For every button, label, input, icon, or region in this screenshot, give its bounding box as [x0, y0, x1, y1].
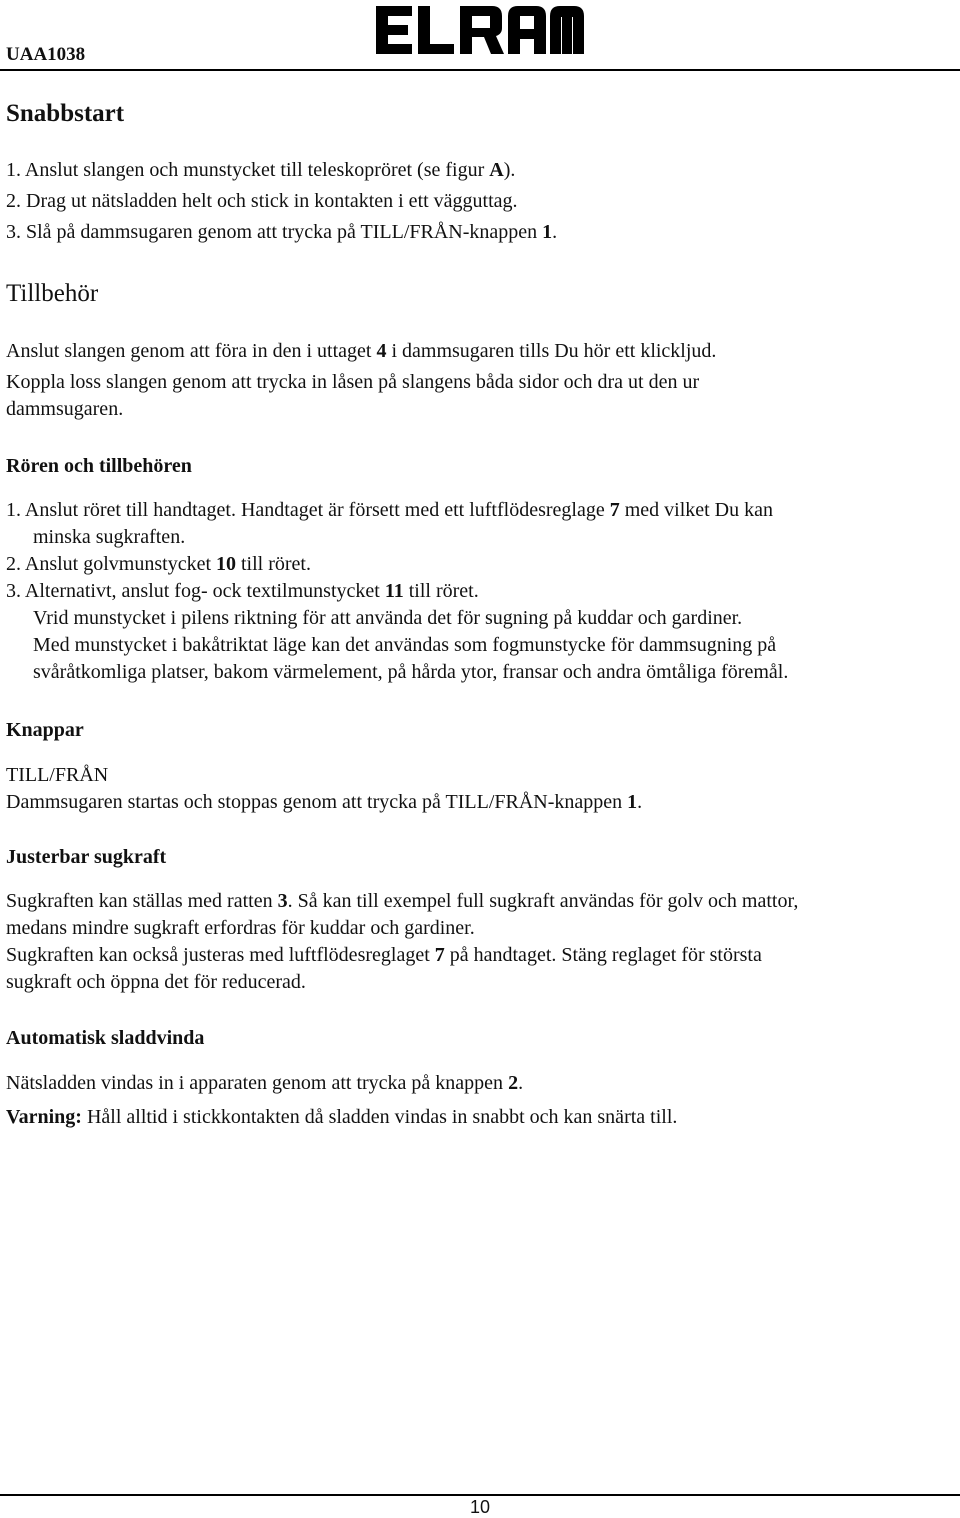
accessories-heading: Tillbehör: [6, 280, 99, 307]
suction-line: medans mindre sugkraft erfordras för kuddar och gardiner.: [6, 917, 475, 939]
cord-heading: Automatisk sladdvinda: [6, 1027, 205, 1049]
suction-line: Sugkraften kan också justeras med luftflödesreglaget 7 på handtaget. Stäng reglaget för största: [6, 944, 762, 966]
suction-line: sugkraft och öppna det för reducerad.: [6, 971, 306, 993]
buttons-body: [6, 762, 642, 816]
tubes-item-1: 1. Anslut röret till handtaget. Handtaget är försett med ett luftflödesreglage 7 med vilket Du kan: [6, 499, 774, 521]
tubes-body: [6, 497, 788, 686]
buttons-text: Dammsugaren startas och stoppas genom att trycka på TILL/FRÅN-knappen 1.: [6, 791, 643, 813]
accessories-body: [6, 338, 716, 423]
tubes-item-1-cont: minska sugkraften.: [33, 526, 186, 548]
accessories-line: Koppla loss slangen genom att trycka in låsen på slangens båda sidor och dra ut den ur: [6, 371, 700, 393]
quickstart-steps: [6, 157, 557, 246]
page-header: [0, 0, 960, 72]
warning-label: Varning:: [6, 1106, 82, 1128]
buttons-heading: Knappar: [6, 719, 84, 741]
tubes-item-2: 2. Anslut golvmunstycket 10 till röret.: [6, 553, 311, 575]
header-rule: [0, 69, 960, 71]
cord-warning: Varning: Håll alltid i stickkontakten då sladden vindas in snabbt och kan snärta till.: [6, 1106, 678, 1128]
cord-text: Nätsladden vindas in i apparaten genom att trycka på knappen 2.: [6, 1072, 524, 1094]
suction-line: Sugkraften kan ställas med ratten 3. Så kan till exempel full sugkraft användas för golv och mattor,: [6, 890, 799, 912]
footer-rule: [0, 1494, 960, 1496]
suction-body: [6, 888, 798, 996]
tubes-heading: Rören och tillbehören: [6, 455, 192, 477]
tubes-item-3-cont: Vrid munstycket i pilens riktning för att använda det för sugning på kuddar och gardiner.: [33, 607, 743, 629]
document-code: UAA1038: [6, 44, 86, 65]
page-number: 10: [469, 1497, 491, 1517]
accessories-line: dammsugaren.: [6, 398, 124, 420]
elram-logo: [374, 4, 586, 56]
tubes-item-3-cont: svåråtkomliga platser, bakom värmelement, på hårda ytor, fransar och andra ömtåliga föremål.: [33, 661, 789, 683]
accessories-line: Anslut slangen genom att föra in den i uttaget 4 i dammsugaren tills Du hör ett klickljud.: [6, 340, 717, 362]
quickstart-step-3: 3. Slå på dammsugaren genom att trycka på TILL/FRÅN-knappen 1.: [6, 221, 558, 243]
suction-heading: Justerbar sugkraft: [6, 846, 167, 868]
tubes-item-3-cont: Med munstycket i bakåtriktat läge kan det användas som fogmunstycke för dammsugning på: [33, 634, 777, 656]
quickstart-step-2: 2. Drag ut nätsladden helt och stick in kontakten i ett vägguttag.: [6, 190, 518, 212]
cord-body: [6, 1070, 677, 1131]
buttons-subtitle: TILL/FRÅN: [6, 764, 109, 786]
quickstart-step-1: 1. Anslut slangen och munstycket till teleskopröret (se figur A).: [6, 159, 516, 181]
tubes-item-3: 3. Alternativt, anslut fog- ock textilmunstycket 11 till röret.: [6, 580, 479, 602]
quickstart-heading: Snabbstart: [6, 100, 125, 127]
